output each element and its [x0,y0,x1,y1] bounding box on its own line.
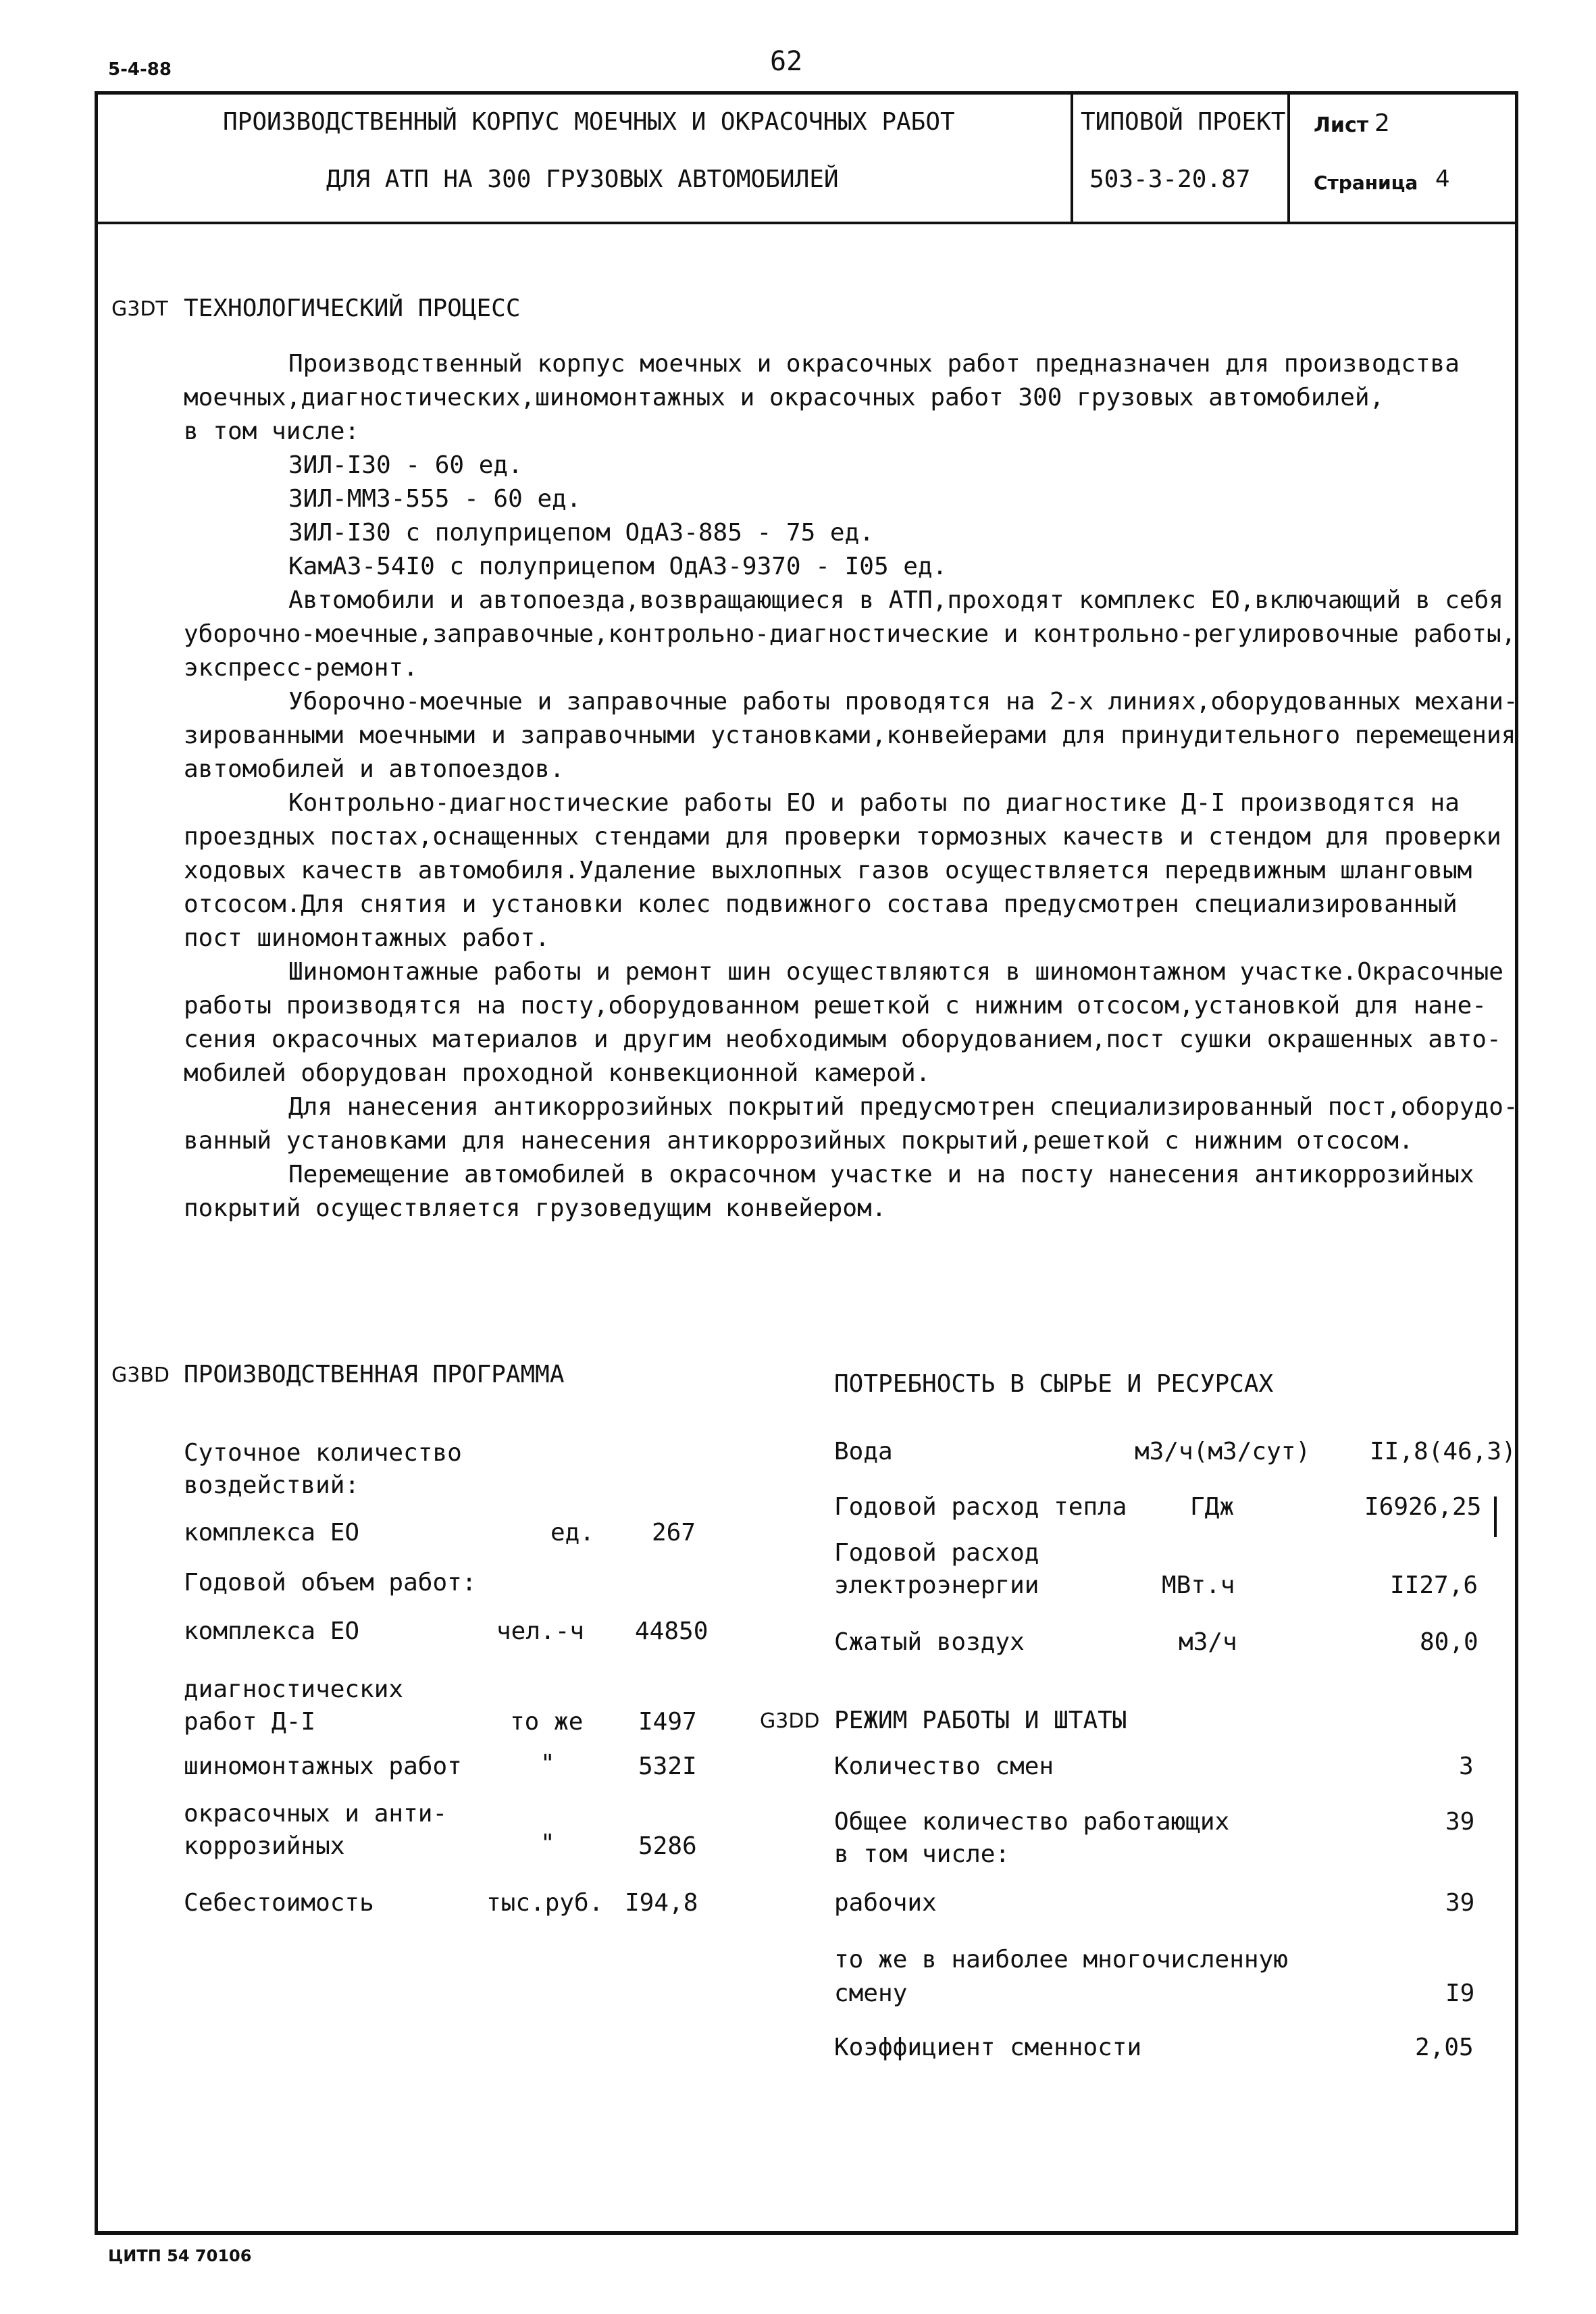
text-line: Автомобили и автопоезда,возвращающиеся в АТП,проходят комплекс ЕО,включающий в себя [288,586,1503,614]
ratio-label: Коэффициент сменности [834,2034,1142,2061]
header-divider [95,222,1518,224]
text-line: автомобилей и автопоездов. [184,755,565,783]
staff-section-title: РЕЖИМ РАБОТЫ И ШТАТЫ [834,1707,1127,1734]
text-line: в том числе: [184,418,360,445]
margin-mark [1494,1496,1497,1537]
diag-label-2: работ Д-I [184,1708,316,1736]
text-line: покрытий осуществляется грузоведущим конвейером. [184,1194,887,1222]
text-line: уборочно-моечные,заправочные,контрольно-диагностические и контрольно-регулировочные работы, [184,620,1516,648]
diag-label-1: диагностических [184,1676,404,1703]
page-label: Страница [1314,172,1418,194]
diag-value: I497 [638,1708,697,1736]
text-line: зированными моечными и заправочными установками,конвейерами для принудительного перемещения [184,722,1516,749]
workers-label: рабочих [834,1889,937,1917]
air-value: 80,0 [1420,1628,1478,1656]
paint-label-2: коррозийных [184,1832,345,1860]
heat-value: I6926,25 [1364,1493,1482,1521]
project-number: 503-3-20.87 [1089,166,1251,193]
staff-section-code: G3DD [760,1709,820,1733]
cost-value: I94,8 [625,1889,698,1917]
sheet-label: Лист [1314,114,1369,137]
eo-complex-value: 267 [652,1519,696,1546]
tire-label: шиномонтажных работ [184,1753,462,1780]
paint-label-1: окрасочных и анти- [184,1800,448,1828]
eo-complex-label: комплекса ЕО [184,1519,360,1546]
tire-value: 532I [638,1753,697,1780]
text-line: Перемещение автомобилей в окрасочном участке и на посту нанесения антикоррозийных [288,1161,1474,1188]
vehicle-item: ЗИЛ-ММЗ-555 - 60 ед. [288,485,582,513]
ratio-value: 2,05 [1415,2034,1474,2061]
corner-code: 5-4-88 [108,59,172,80]
header-divider-v2 [1287,91,1290,223]
total-value: 39 [1445,1808,1475,1836]
text-line: отсосом.Для снятия и установки колес подвижного состава предусмотрен специализированный [184,890,1458,918]
paint-value: 5286 [638,1832,697,1860]
largest-shift-value: I9 [1445,1980,1475,2007]
text-line: Шиномонтажные работы и ремонт шин осуществляются в шиномонтажном участке.Окрасочные [288,958,1503,986]
total-label-2: в том числе: [834,1840,1010,1868]
annual-eo-label: комплекса ЕО [184,1617,360,1645]
shifts-label: Количество смен [834,1753,1054,1780]
text-line: Контрольно-диагностические работы ЕО и работы по диагностике Д-I производятся на [288,789,1460,817]
text-line: проездных постах,оснащенных стендами для проверки тормозных качеств и стендом для проверки [184,823,1501,851]
largest-shift-label-1: то же в наиболее многочисленную [834,1946,1288,1973]
largest-shift-label-2: смену [834,1980,908,2007]
power-label-1: Годовой расход [834,1539,1039,1567]
tire-unit: " [540,1750,555,1778]
tech-section-code: G3DT [111,297,168,321]
daily-label-1: Суточное количество [184,1439,462,1467]
footer-code: ЦИТП 54 70106 [108,2246,252,2265]
text-line: Производственный корпус моечных и окрасочных работ предназначен для производства [288,350,1460,378]
annual-eo-value: 44850 [635,1617,709,1645]
title-line-1: ПРОИЗВОДСТВЕННЫЙ КОРПУС МОЕЧНЫХ И ОКРАСОЧНЫХ РАБОТ [223,108,955,136]
resources-title: ПОТРЕБНОСТЬ В СЫРЬЕ И РЕСУРСАХ [834,1370,1274,1398]
text-line: работы производятся на посту,оборудованном решеткой с нижним отсосом,установкой для нане- [184,992,1487,1020]
power-label-2: электроэнергии [834,1571,1039,1599]
title-line-2: ДЛЯ АТП НА 300 ГРУЗОВЫХ АВТОМОБИЛЕЙ [326,166,839,193]
program-section-code: G3BD [111,1363,170,1387]
text-line: ходовых качеств автомобиля.Удаление выхлопных газов осуществляется передвижным шланговым [184,857,1472,884]
annual-eo-unit: чел.-ч [496,1617,585,1645]
diag-unit: то же [510,1708,584,1736]
header-divider-v1 [1071,91,1073,223]
shifts-value: 3 [1459,1753,1474,1780]
workers-value: 39 [1445,1889,1475,1917]
power-unit: МВт.ч [1162,1571,1235,1599]
water-unit: м3/ч(м3/сут) [1135,1438,1311,1465]
cost-unit: тыс.руб. [486,1889,604,1917]
water-value: II,8(46,3) [1370,1438,1516,1465]
project-label: ТИПОВОЙ ПРОЕКТ [1081,108,1286,136]
eo-complex-unit: ед. [550,1519,595,1546]
program-section-title: ПРОИЗВОДСТВЕННАЯ ПРОГРАММА [184,1361,565,1388]
vehicle-item: ЗИЛ-I30 - 60 ед. [288,451,523,479]
air-label: Сжатый воздух [834,1628,1025,1656]
text-line: сения окрасочных материалов и другим необходимым оборудованием,пост сушки окрашенных авто- [184,1026,1501,1053]
water-label: Вода [834,1438,893,1465]
text-line: Для нанесения антикоррозийных покрытий предусмотрен специализированный пост,оборудо- [288,1093,1518,1121]
tech-section-title: ТЕХНОЛОГИЧЕСКИЙ ПРОЦЕСС [184,295,521,322]
air-unit: м3/ч [1179,1628,1237,1656]
text-line: мобилей оборудован проходной конвекционной камерой. [184,1059,931,1087]
text-line: моечных,диагностических,шиномонтажных и окрасочных работ 300 грузовых автомобилей, [184,384,1385,411]
tech-intro [184,347,1518,1226]
cost-label: Себестоимость [184,1889,374,1917]
sheet-value: 2 [1374,109,1390,137]
paint-unit: " [540,1830,555,1857]
text-line: Уборочно-моечные и заправочные работы проводятся на 2-х линиях,оборудованных механи- [288,688,1518,715]
text-line: ванный установками для нанесения антикоррозийных покрытий,решеткой с нижним отсосом. [184,1127,1414,1155]
daily-label-2: воздействий: [184,1472,360,1499]
total-label-1: Общее количество работающих [834,1808,1230,1836]
vehicle-item: ЗИЛ-I30 с полуприцепом ОдАЗ-885 - 75 ед. [288,519,874,547]
power-value: II27,6 [1390,1571,1478,1599]
heat-label: Годовой расход тепла [834,1493,1127,1521]
annual-label: Годовой объем работ: [184,1569,477,1596]
vehicle-item: КамАЗ-54I0 с полуприцепом ОдАЗ-9370 - I05 ед. [288,553,948,580]
page-number: 62 [770,46,803,77]
page-value: 4 [1435,166,1450,193]
text-line: пост шиномонтажных работ. [184,924,550,952]
text-line: экспресс-ремонт. [184,654,418,682]
bottom-border [95,2232,1518,2235]
heat-unit: ГДж [1190,1493,1235,1521]
